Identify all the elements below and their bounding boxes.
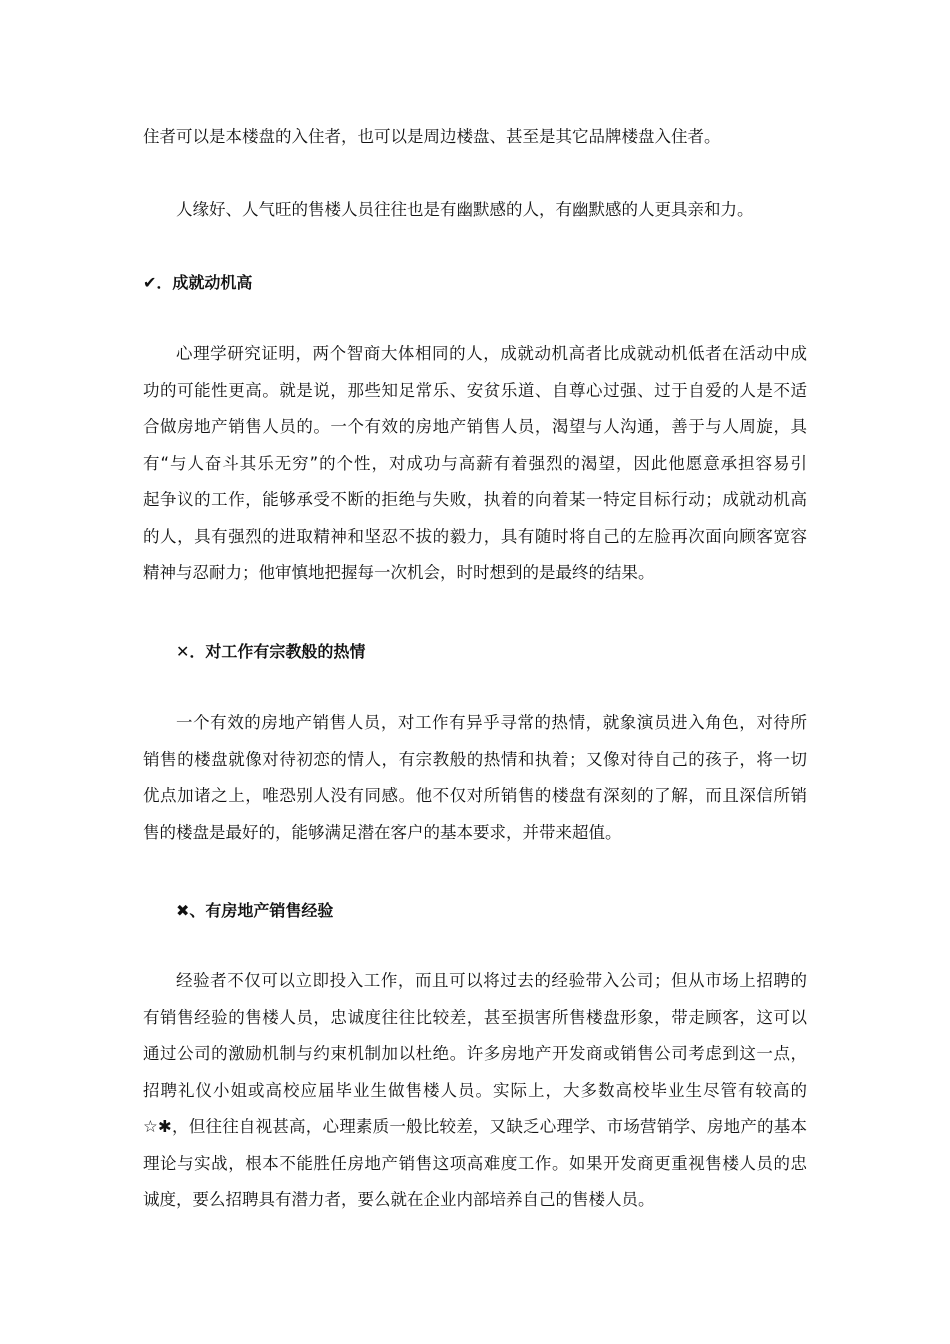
text-line: 精神与忍耐力；他审慎地把握每一次机会，时时想到的是最终的结果。 xyxy=(143,563,655,582)
section-heading-experience: ✖、有房地产销售经验 xyxy=(176,901,334,920)
text-line: 招聘礼仪小姐或高校应届毕业生做售楼人员。实际上，大多数高校毕业生尽管有较高的 xyxy=(143,1080,807,1100)
text-line: 有“与人奋斗其乐无穷”的个性，对成功与高薪有着强烈的渴望，因此他愿意承担容易引 xyxy=(143,453,807,473)
text-line: ☆✱，但往往自视甚高，心理素质一般比较差，又缺乏心理学、市场营销学、房地产的基本 xyxy=(143,1117,807,1136)
text-line: 经验者不仅可以立即投入工作，而且可以将过去的经验带入公司；但从市场上招聘的 xyxy=(176,971,807,990)
section-heading-achievement: ✔．成就动机高 xyxy=(143,273,253,292)
text-line: 一个有效的房地产销售人员，对工作有异乎寻常的热情，就象演员进入角色，对待所 xyxy=(176,713,807,732)
paragraph-humor xyxy=(143,192,807,229)
text-line: 通过公司的激励机制与约束机制加以杜绝。许多房地产开发商或销售公司考虑到这一点， xyxy=(143,1044,807,1063)
text-line: 优点加诸之上，唯恐别人没有同感。他不仅对所销售的楼盘有深刻的了解，而且深信所销 xyxy=(143,786,807,805)
paragraph-experience xyxy=(143,963,807,1219)
text-line: 售的楼盘是最好的，能够满足潜在客户的基本要求，并带来超值。 xyxy=(143,822,622,842)
text-line: 有销售经验的售楼人员，忠诚度往往比较差，甚至损害所售楼盘形象，带走顾客，这可以 xyxy=(143,1007,807,1027)
text-line: 功的可能性更高。就是说，那些知足常乐、安贫乐道、自尊心过强、过于自爱的人是不适 xyxy=(143,380,807,400)
text-line: 诚度，要么招聘具有潜力者，要么就在企业内部培养自己的售楼人员。 xyxy=(143,1190,655,1209)
paragraph-continuation xyxy=(143,119,807,156)
paragraph-passion xyxy=(143,705,807,851)
text-line: 的人，具有强烈的进取精神和坚忍不拔的毅力，具有随时将自己的左脸再次面向顾客宽容 xyxy=(143,526,807,546)
text-line: 起争议的工作，能够承受不断的拒绝与失败，执着的向着某一特定目标行动；成就动机高 xyxy=(143,490,807,509)
text-line: 理论与实战，根本不能胜任房地产销售这项高难度工作。如果开发商更重视售楼人员的忠 xyxy=(143,1153,807,1173)
text-line: 合做房地产销售人员的。一个有效的房地产销售人员，渴望与人沟通，善于与人周旋，具 xyxy=(143,417,807,436)
text-line: 住者可以是本楼盘的入住者，也可以是周边楼盘、甚至是其它品牌楼盘入住者。 xyxy=(143,127,721,146)
text-line: 人缘好、人气旺的售楼人员往往也是有幽默感的人，有幽默感的人更具亲和力。 xyxy=(176,200,754,219)
paragraph-achievement xyxy=(143,336,807,592)
text-line: 心理学研究证明，两个智商大体相同的人，成就动机高者比成就动机低者在活动中成 xyxy=(176,344,807,363)
section-heading-passion: ✕．对工作有宗教般的热情 xyxy=(176,642,366,661)
text-line: 销售的楼盘就像对待初恋的情人，有宗教般的热情和执着；又像对待自己的孩子，将一切 xyxy=(143,749,807,769)
